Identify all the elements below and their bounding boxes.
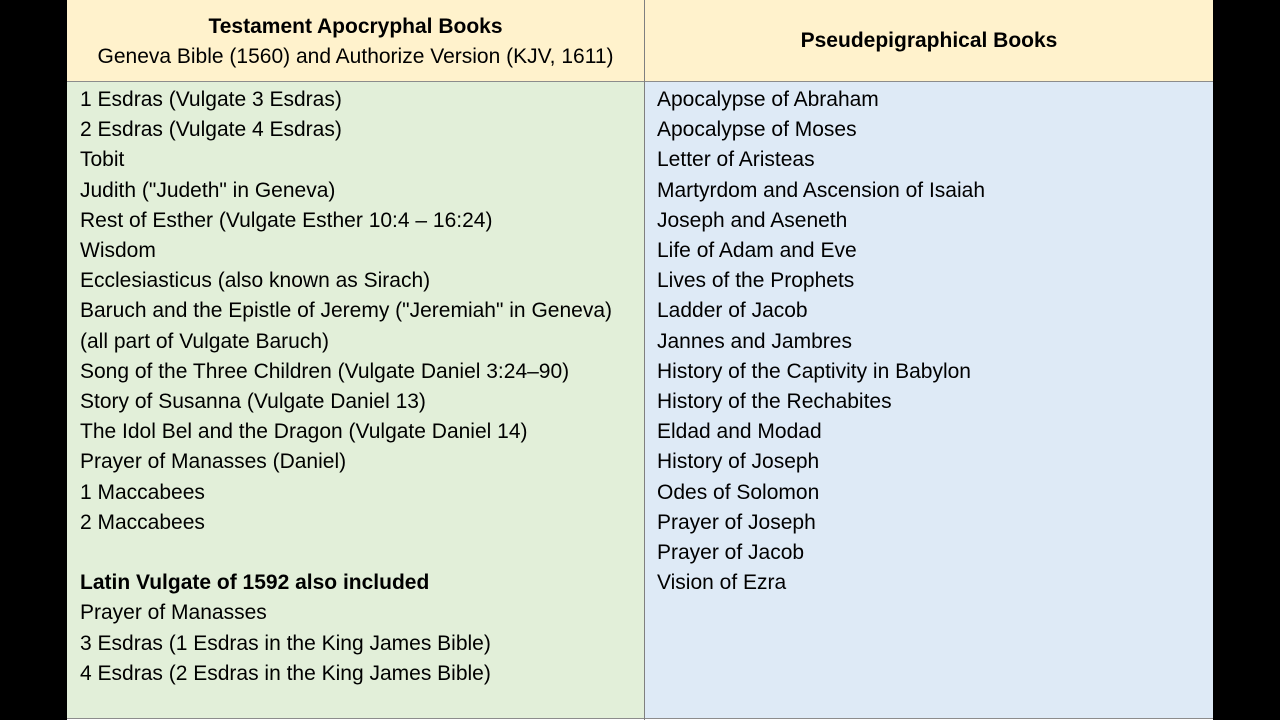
- list-item: Wisdom: [80, 239, 156, 263]
- list-item: 2 Esdras (Vulgate 4 Esdras): [80, 118, 342, 142]
- slide: [67, 0, 1213, 720]
- list-item: Prayer of Joseph: [657, 510, 816, 534]
- list-item: Rest of Esther (Vulgate Esther 10:4 – 16:24): [80, 208, 493, 232]
- list-item: Martyrdom and Ascension of Isaiah: [657, 178, 986, 202]
- list-item: Letter of Aristeas: [657, 148, 815, 172]
- apocrypha-header-subtitle: Geneva Bible (1560) and Authorize Version (KJV, 1611): [97, 45, 614, 68]
- list-item: Life of Adam and Eve: [657, 239, 857, 263]
- list-item: Judith ("Judeth" in Geneva): [80, 178, 336, 202]
- list-item: History of the Captivity in Babylon: [657, 359, 971, 383]
- list-item: Prayer of Manasses: [80, 601, 267, 625]
- list-item: Prayer of Manasses (Daniel): [80, 450, 347, 474]
- list-item: The Idol Bel and the Dragon (Vulgate Daniel 14): [80, 420, 528, 444]
- list-item: History of the Rechabites: [657, 390, 892, 414]
- list-item: Odes of Solomon: [657, 480, 820, 504]
- list-item: Prayer of Jacob: [657, 541, 805, 565]
- list-item: Song of the Three Children (Vulgate Daniel 3:24–90): [80, 359, 570, 383]
- list-spacer: [80, 538, 625, 568]
- list-item: History of Joseph: [657, 450, 820, 474]
- list-item: Ecclesiasticus (also known as Sirach): [80, 269, 431, 293]
- list-item: 1 Esdras (Vulgate 3 Esdras): [80, 88, 342, 111]
- apocrypha-column-header: [67, 12, 644, 72]
- apocrypha-list: [80, 85, 625, 689]
- pseudepigrapha-column-header: Pseudepigraphical Books: [800, 29, 1058, 52]
- list-item: Lives of the Prophets: [657, 269, 855, 293]
- list-item: Tobit: [80, 148, 125, 172]
- list-item: Ladder of Jacob: [657, 299, 808, 323]
- list-item: 1 Maccabees: [80, 480, 205, 504]
- list-item: 2 Maccabees: [80, 510, 205, 534]
- list-item: Vision of Ezra: [657, 571, 787, 595]
- list-item: Eldad and Modad: [657, 420, 822, 444]
- list-item: Apocalypse of Moses: [657, 118, 857, 142]
- column-divider: [644, 0, 645, 720]
- list-item: Story of Susanna (Vulgate Daniel 13): [80, 390, 426, 414]
- list-item: Jannes and Jambres: [657, 329, 852, 353]
- list-item: Baruch and the Epistle of Jeremy ("Jeremiah" in Geneva) (all part of Vulgate Baruch): [80, 299, 612, 353]
- pseudepigrapha-list: [657, 85, 1197, 598]
- list-item: 4 Esdras (2 Esdras in the King James Bible): [80, 661, 491, 685]
- apocrypha-header-title: Testament Apocryphal Books: [208, 15, 503, 38]
- list-item: 3 Esdras (1 Esdras in the King James Bible): [80, 631, 491, 655]
- list-item: Apocalypse of Abraham: [657, 88, 879, 111]
- vulgate-subheading: Latin Vulgate of 1592 also included: [80, 571, 430, 595]
- list-item: Joseph and Aseneth: [657, 208, 848, 232]
